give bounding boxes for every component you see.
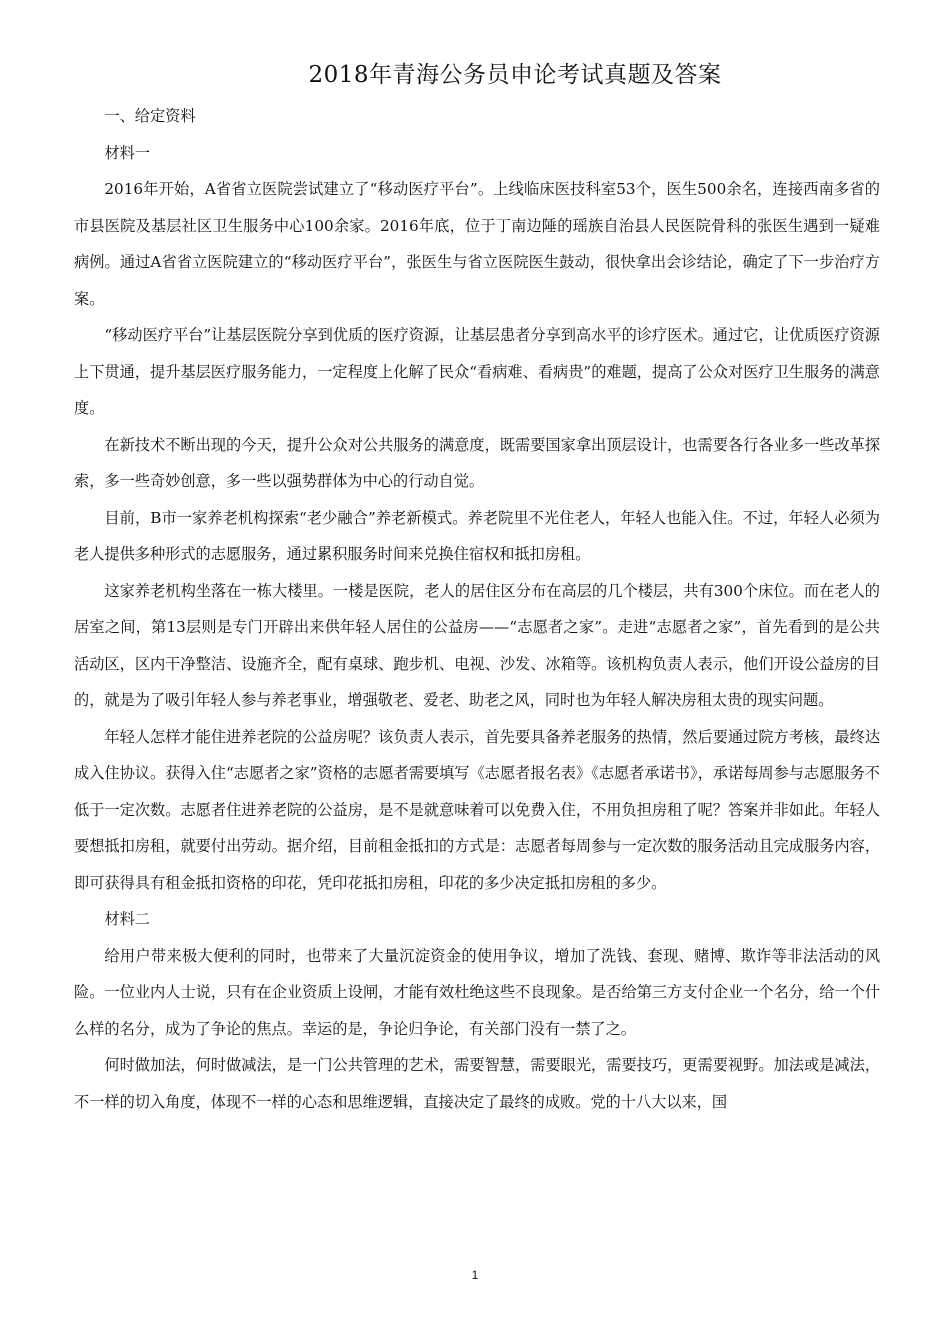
paragraph: 目前，B市一家养老机构探索“老少融合”养老新模式。养老院里不光住老人，年轻人也能入住。不过，年轻人必须为老人提供多种形式的志愿服务，通过累积服务时间来兑换住宿权和抵扣房租。 [74,508,880,563]
document-body [74,98,880,1120]
material-1-label: 材料一 [104,143,150,162]
page-number: 1 [471,1268,479,1282]
paragraph: 2016年开始，A省省立医院尝试建立了“移动医疗平台”。上线临床医技科室53个，医生500余名，连接西南多省的市县医院及基层社区卫生服务中心100余家。2016年底，位于丁南边陲的瑶族自治县人民医院骨科的张医生遇到一疑难病例。通过A省省立医院建立的“移动医疗平台”，张医生与省立医院医生鼓动，很快拿出会诊结论，确定了下一步治疗方案。 [74,180,880,308]
paragraph: 给用户带来极大便利的同时，也带来了大量沉淀资金的使用争议，增加了洗钱、套现、赌博、欺诈等非法活动的风险。一位业内人士说，只有在企业资质上设闸，才能有效杜绝这些不良现象。是否给第三方支付企业一个名分，给一个什么样的名分，成为了争论的焦点。幸运的是，争论归争论，有关部门没有一禁了之。 [74,946,880,1038]
paragraph: 这家养老机构坐落在一栋大楼里。一楼是医院，老人的居住区分布在高层的几个楼层，共有300个床位。而在老人的居室之间，第13层则是专门开辟出来供年轻人居住的公益房——“志愿者之家”。走进“志愿者之家”，首先看到的是公共活动区，区内干净整洁、设施齐全，配有桌球、跑步机、电视、沙发、冰箱等。该机构负责人表示，他们开设公益房的目的，就是为了吸引年轻人参与养老事业，增强敬老、爱老、助老之风，同时也为年轻人解决房租太贵的现实问题。 [74,581,880,709]
paragraph: 年轻人怎样才能住进养老院的公益房呢？该负责人表示，首先要具备养老服务的热情，然后要通过院方考核，最终达成入住协议。获得入住“志愿者之家”资格的志愿者需要填写《志愿者报名表》《志愿者承诺书》，承诺每周参与志愿服务不低于一定次数。志愿者住进养老院的公益房，是不是就意味着可以免费入住，不用负担房租了呢？答案并非如此。年轻人要想抵扣房租，就要付出劳动。据介绍，目前租金抵扣的方式是：志愿者每周参与一定次数的服务活动且完成服务内容，即可获得具有租金抵扣资格的印花，凭印花抵扣房租，印花的多少决定抵扣房租的多少。 [74,727,880,892]
section-heading: 一、给定资料 [104,107,196,125]
material-2-label: 材料二 [104,910,150,928]
document-title: 2018年青海公务员申论考试真题及答案 [308,62,722,88]
paragraph: 何时做加法，何时做减法，是一门公共管理的艺术，需要智慧，需要眼光，需要技巧，更需要视野。加法或是减法，不一样的切入角度，体现不一样的心态和思维逻辑，直接决定了最终的成败。党的十八大以来，国 [74,1056,880,1111]
paragraph: 在新技术不断出现的今天，提升公众对公共服务的满意度，既需要国家拿出顶层设计，也需要各行各业多一些改革探索，多一些奇妙创意，多一些以强势群体为中心的行动自觉。 [74,435,880,490]
paragraph: “移动医疗平台”让基层医院分享到优质的医疗资源，让基层患者分享到高水平的诊疗医术。通过它，让优质医疗资源上下贯通，提升基层医疗服务能力，一定程度上化解了民众“看病难、看病贵”的难题，提高了公众对医疗卫生服务的满意度。 [74,326,880,417]
